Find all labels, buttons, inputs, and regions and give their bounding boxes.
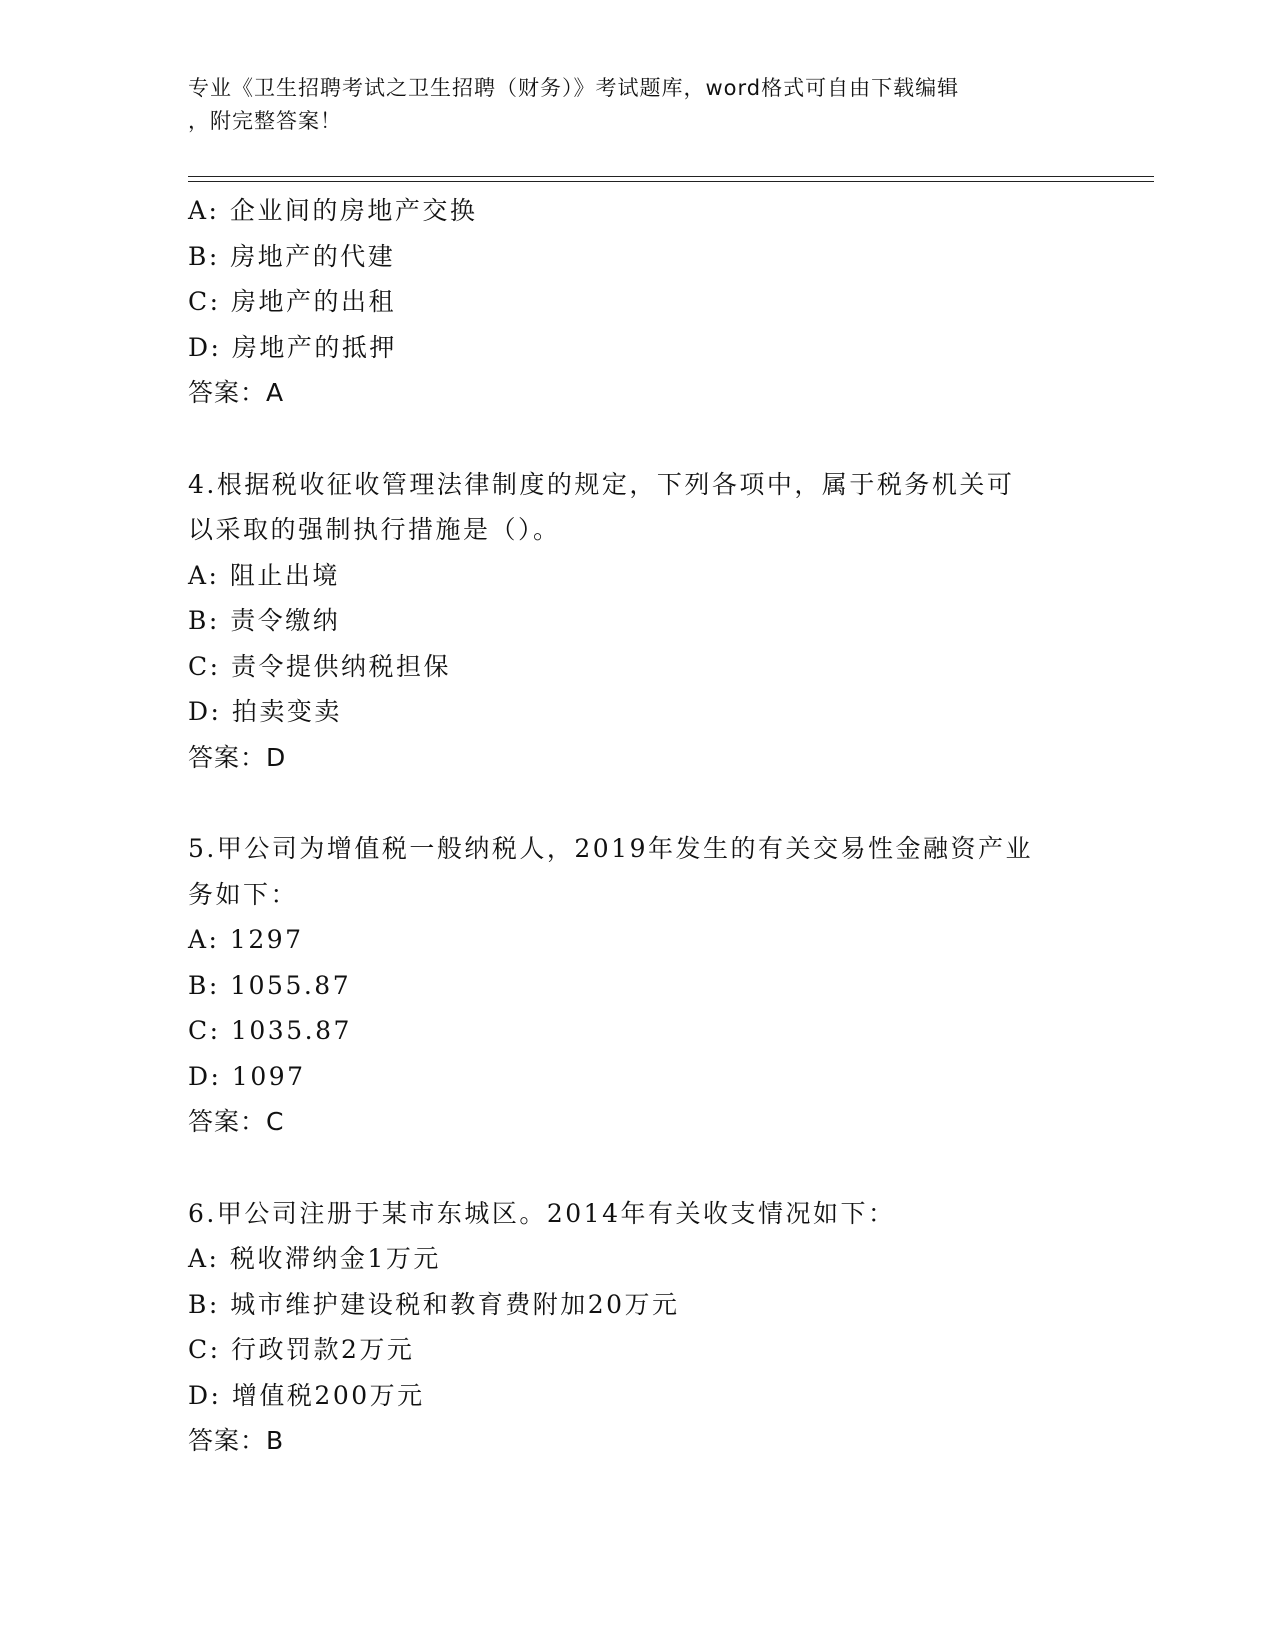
question-block-4 (188, 462, 1088, 781)
option-b: B: 城市维护建设税和教育费附加20万元 (188, 1289, 680, 1319)
header-line-1: 专业《卫生招聘考试之卫生招聘（财务）》考试题库，word格式可自由下载编辑 (188, 76, 960, 100)
option-d: D: 1097 (188, 1061, 306, 1091)
option-b: B: 责令缴纳 (188, 606, 341, 635)
answer: 答案：D (188, 742, 287, 772)
question-text-line-1: 5.甲公司为增值税一般纳税人，2019年发生的有关交易性金融资产业 (188, 834, 1033, 863)
option-d: D: 拍卖变卖 (188, 697, 342, 726)
question-block-5 (188, 826, 1088, 1145)
question-text-line-1: 4.根据税收征收管理法律制度的规定，下列各项中，属于税务机关可 (188, 469, 1015, 499)
option-a: A: 税收滞纳金1万元 (188, 1244, 441, 1273)
option-b: B: 房地产的代建 (188, 241, 396, 271)
option-c: C: 责令提供纳税担保 (188, 651, 451, 681)
answer: 答案：B (188, 1426, 285, 1455)
header-divider-top (188, 176, 1154, 177)
question-block-6 (188, 1191, 1088, 1464)
question-text-line-1: 6.甲公司注册于某市东城区。2014年有关收支情况如下： (188, 1198, 896, 1228)
answer: 答案：C (188, 1107, 285, 1136)
option-a: A: 企业间的房地产交换 (188, 196, 478, 225)
option-b: B: 1055.87 (188, 970, 352, 1000)
option-a: A: 1297 (188, 925, 304, 954)
header-line-2: ，附完整答案！ (188, 109, 342, 133)
question-list (188, 188, 1088, 1464)
option-d: D: 房地产的抵押 (188, 332, 397, 362)
option-d: D: 增值税200万元 (188, 1380, 425, 1410)
question-text-line-2: 以采取的强制执行措施是（）。 (188, 515, 561, 544)
option-c: C: 行政罚款2万元 (188, 1335, 415, 1364)
header-divider-bottom (188, 181, 1154, 182)
document-header (188, 72, 1068, 138)
question-text-line-2: 务如下： (188, 879, 299, 909)
question-block-3 (188, 188, 1088, 416)
option-c: C: 房地产的出租 (188, 287, 396, 316)
option-a: A: 阻止出境 (188, 560, 340, 590)
answer: 答案：A (188, 378, 285, 407)
option-c: C: 1035.87 (188, 1016, 352, 1045)
